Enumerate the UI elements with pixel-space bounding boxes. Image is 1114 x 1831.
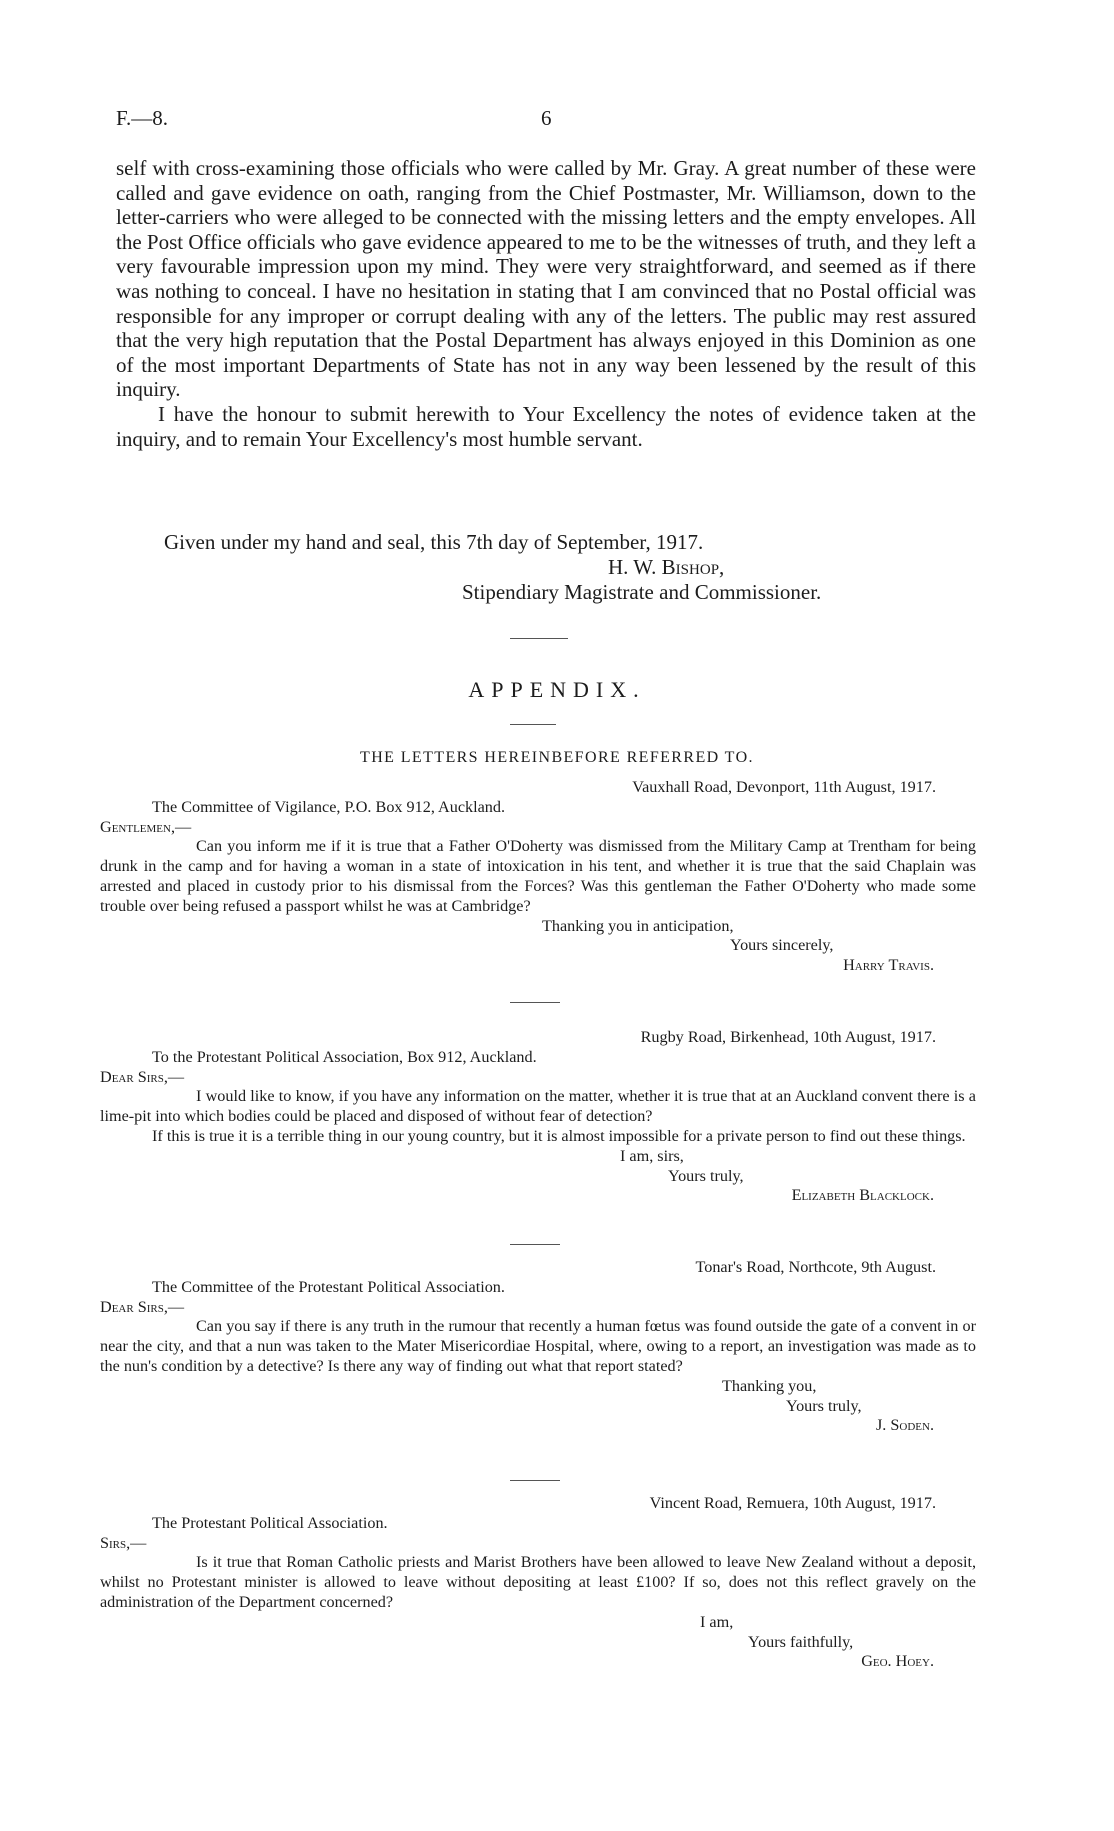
letter-address: Rugby Road, Birkenhead, 10th August, 1917. — [640, 1028, 936, 1046]
letter-salutation: Sirs,— — [100, 1533, 147, 1552]
letter-paragraph: Can you inform me if it is true that a Father O'Doherty was dismissed from the Military Camp at Trentham for being drunk in the camp and for having a woman in a state of intoxication in his tent, and whether it is true that the said Chaplain was arrested and placed in custody prior to his dismissal from the Forces? Was this gentleman the Father O'Doherty who made some trouble over being refused a passport whilst he was at Cambridge? — [100, 837, 976, 915]
page-number: 6 — [541, 106, 552, 130]
letter-closing: I am, — [700, 1612, 734, 1631]
letter-travis — [100, 778, 976, 976]
commissioner-title: Stipendiary Magistrate and Commissioner. — [462, 580, 822, 604]
commissioner-signature: H. W. Bishop, — [608, 555, 725, 579]
report-paragraph: self with cross-examining those officials who were called by Mr. Gray. A great number of these were called and gave evidence on oath, ranging from the Chief Postmaster, Mr. Williamson, down to the letter-carriers who were alleged to be connected with the missing letters and the empty envelopes. All the Post Office officials who gave evidence appeared to me to be the witnesses of truth, and they left a very favourable impression upon my mind. They were very straightforward, and seemed as if there was nothing to conceal. I have no hesitation in stating that I am convinced that no Postal official was responsible for any improper or corrupt dealing with any of the letters. The public may rest assured that the very high reputation that the Postal Department has always enjoyed in this Dominion as one of the most important Departments of State has not in any way been lessened by the result of this inquiry. — [116, 156, 976, 402]
letter-signature: Elizabeth Blacklock. — [791, 1186, 934, 1205]
letter-signature: Geo. Hoey. — [861, 1652, 934, 1671]
letter-paragraph: I would like to know, if you have any information on the matter, whether it is true that at an Auckland convent there is a lime-pit into which bodies could be placed and disposed of without fear of detection? — [100, 1087, 976, 1126]
letter-hoey — [100, 1494, 976, 1672]
letter-paragraph: Can you say if there is any truth in the rumour that recently a human fœtus was found outside the gate of a convent in or near the city, and that a nun was taken to the Mater Misericordiae Hospital, where, owing to a report, an investigation was made as to the nun's condition by a detective? Is there any way of finding out what that report stated? — [100, 1317, 976, 1375]
letter-signature: Harry Travis. — [843, 956, 934, 975]
section-divider — [510, 638, 568, 639]
letter-salutation: Gentlemen,— — [100, 817, 192, 836]
letter-address: Vauxhall Road, Devonport, 11th August, 1917. — [632, 778, 936, 796]
page-header — [116, 106, 976, 136]
letter-recipient: The Committee of Vigilance, P.O. Box 912, Auckland. — [152, 797, 506, 816]
letter-divider — [510, 1002, 560, 1003]
letter-soden — [100, 1258, 976, 1436]
letter-paragraph: If this is true it is a terrible thing in our young country, but it is almost impossible for a private person to find out these things. — [152, 1126, 966, 1145]
letter-recipient: The Protestant Political Association. — [152, 1513, 388, 1532]
letter-signature: J. Soden. — [876, 1416, 934, 1435]
section-divider — [510, 724, 556, 725]
letter-recipient: To the Protestant Political Association, Box 912, Auckland. — [152, 1047, 537, 1066]
letter-address: Vincent Road, Remuera, 10th August, 1917. — [649, 1494, 936, 1512]
appendix-title: APPENDIX. — [468, 677, 646, 702]
letter-paragraph: Is it true that Roman Catholic priests and Marist Brothers have been allowed to leave New Zealand without a deposit, whilst no Protestant minister is allowed to leave without depositing at least £100? If so, does not this reflect gravely on the administration of the Department concerned? — [100, 1553, 976, 1611]
letter-divider — [510, 1480, 560, 1481]
letter-closing: Yours sincerely, — [730, 936, 834, 955]
letter-closing: Yours truly, — [786, 1396, 862, 1415]
given-under-hand: Given under my hand and seal, this 7th day of September, 1917. — [164, 530, 704, 554]
report-text — [116, 156, 976, 451]
letter-closing: Thanking you in anticipation, — [542, 916, 734, 935]
letter-blacklock — [100, 1028, 976, 1206]
document-reference: F.—8. — [116, 106, 168, 130]
letter-closing: I am, sirs, — [620, 1146, 684, 1165]
letter-closing: Yours truly, — [668, 1166, 744, 1185]
appendix-subtitle: THE LETTERS HEREINBEFORE REFERRED TO. — [360, 749, 754, 766]
report-paragraph: I have the honour to submit herewith to Your Excellency the notes of evidence taken at the inquiry, and to remain Your Excellency's most humble servant. — [116, 401, 976, 451]
letter-closing: Thanking you, — [722, 1376, 817, 1395]
letter-salutation: Dear Sirs,— — [100, 1067, 185, 1086]
letter-recipient: The Committee of the Protestant Political Association. — [152, 1277, 505, 1296]
letter-address: Tonar's Road, Northcote, 9th August. — [695, 1258, 936, 1276]
letter-closing: Yours faithfully, — [748, 1632, 854, 1651]
letter-divider — [510, 1244, 560, 1245]
letter-salutation: Dear Sirs,— — [100, 1297, 185, 1316]
